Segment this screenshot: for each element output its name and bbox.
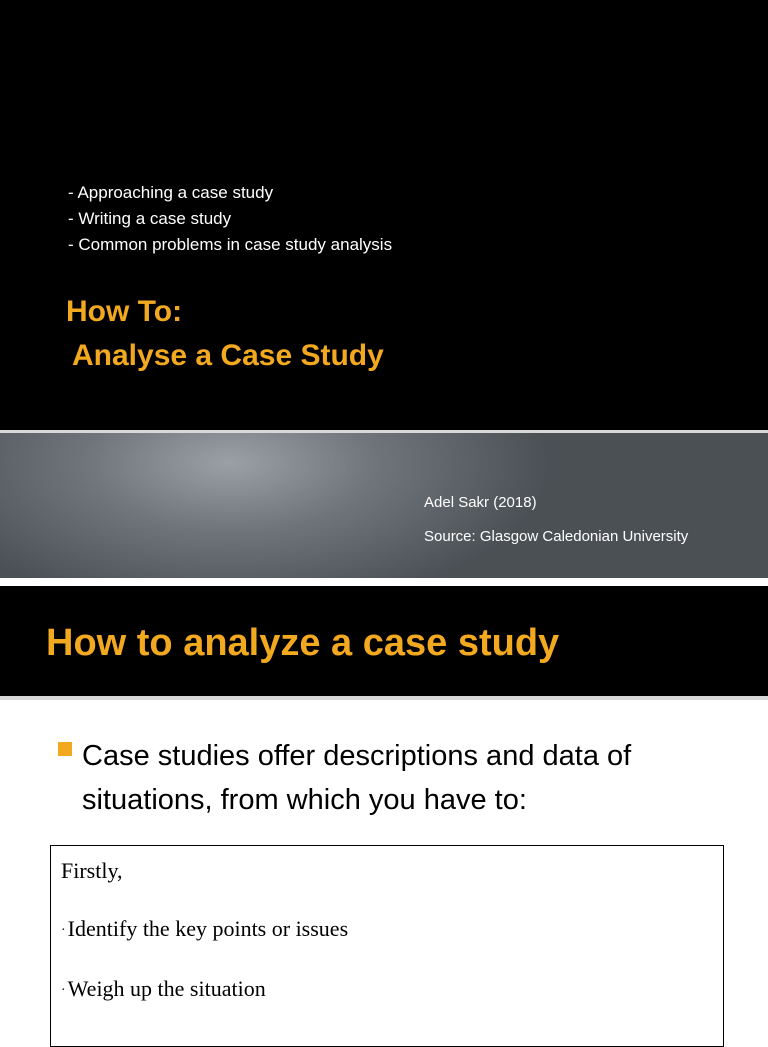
author-name: Adel Sakr (2018) xyxy=(424,494,537,511)
bullet-square-icon xyxy=(58,742,72,756)
agenda-item: - Common problems in case study analysis xyxy=(68,235,393,254)
section-slide xyxy=(0,586,768,696)
slide-title xyxy=(66,290,384,378)
bullet-text: Case studies offer descriptions and data of situations, from which you have to: xyxy=(82,740,632,816)
box-heading: Firstly, xyxy=(61,858,123,883)
box-point xyxy=(61,916,348,942)
point-marker: · xyxy=(61,982,66,998)
agenda-list xyxy=(68,180,392,258)
slide-title-line1: How To: xyxy=(66,295,183,328)
source-text: Source: Glasgow Caledonian University xyxy=(424,528,689,545)
slide-title-line2: Analyse a Case Study xyxy=(72,339,384,372)
steps-box xyxy=(50,845,724,1047)
point-marker: · xyxy=(61,922,66,938)
section-title: How to analyze a case study xyxy=(46,622,560,664)
agenda-item: - Approaching a case study xyxy=(68,183,274,202)
divider xyxy=(0,696,768,700)
point-text: Identify the key points or issues xyxy=(67,916,349,941)
slide-gap xyxy=(0,578,768,586)
box-point xyxy=(61,976,266,1002)
agenda-item: - Writing a case study xyxy=(68,209,232,228)
byline xyxy=(424,486,688,554)
point-text: Weigh up the situation xyxy=(67,976,266,1001)
